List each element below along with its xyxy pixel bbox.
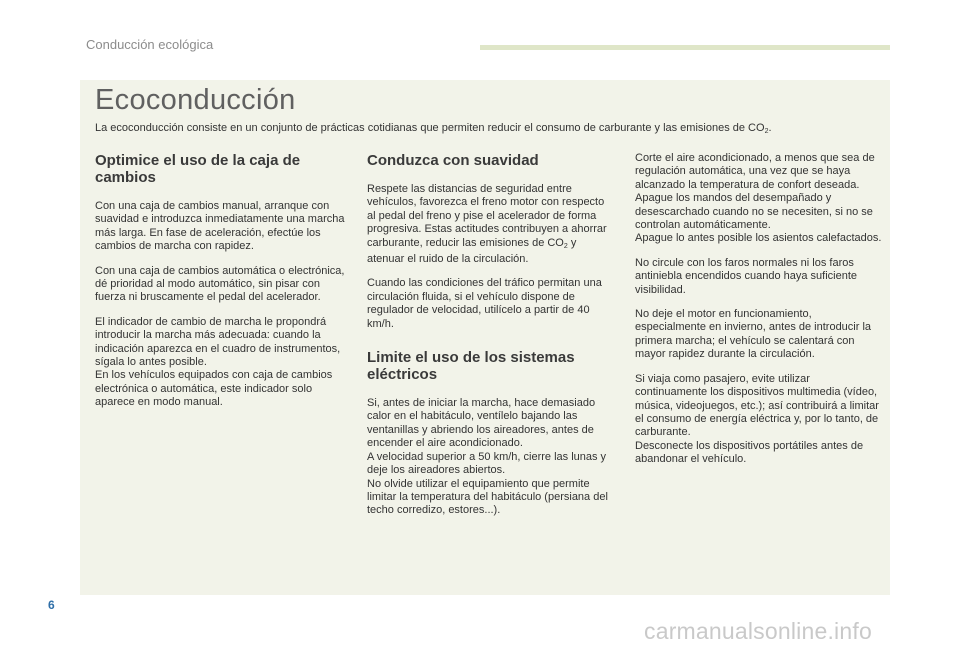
paragraph-cruise-control: Cuando las condiciones del tráfico permitan una circulación fluida, si el vehículo dispone de regulador de velocidad, utilícelo a partir de 40 km/h. — [367, 277, 602, 330]
ventilation-speed-text: A velocidad superior a 50 km/h, cierre las lunas y deje los aireadores abiertos. — [367, 450, 607, 477]
intro-text: La ecoconducción consiste en un conjunto de prácticas cotidianas que permiten reducir el consumo de carburante y las emisiones de CO — [95, 122, 765, 134]
column-smooth-driving — [367, 152, 612, 529]
paragraph-gear-indicator — [95, 316, 345, 410]
ventilation-text: Si, antes de iniciar la marcha, hace demasiado calor en el habitáculo, ventílelo bajando las ventanillas y abriendo los aireadores, antes de encender el aire acondicionado. — [367, 397, 596, 450]
paragraph-air-conditioning — [635, 152, 885, 246]
paragraph-ventilation — [367, 397, 612, 518]
gear-indicator-note: En los vehículos equipados con caja de cambios electrónica o automática, este indicador solo aparece en modo manual. — [95, 369, 333, 409]
header-accent-bar — [480, 45, 890, 50]
safety-distance-end: y atenuar el ruido de la circulación. — [367, 236, 577, 266]
watermark: carmanualsonline.info — [644, 618, 872, 644]
column-electrical-tips — [635, 152, 885, 478]
heading-electrical-systems: Limite el uso de los sistemas eléctricos — [367, 349, 575, 384]
ventilation-equipment-text: No olvide utilizar el equipamiento que permite limitar la temperatura del habitáculo (persiana del techo corredizo, estores...). — [367, 477, 608, 517]
heading-gearbox: Optimice el uso de la caja de cambios — [95, 152, 301, 186]
safety-distance-text: Respete las distancias de seguridad entre vehículos, favorezca el freno motor con respecto al pedal del freno y pise el acelerador de forma progresiva. Estas actitudes contribuyen a ahorrar carburante, reducir las emisiones de CO — [367, 183, 607, 249]
co2-subscript: 2 — [563, 242, 568, 250]
paragraph-multimedia — [635, 373, 885, 467]
page-title: Ecoconducción — [95, 84, 296, 116]
paragraph-manual-gearbox: Con una caja de cambios manual, arranque con suavidad e introduzca inmediatamente una marcha más larga. En fase de aceleración, efectúe los cambios de marcha con rapidez. — [95, 200, 345, 253]
defrost-text: Apague los mandos del desempañado y desescarchado cuando no se necesiten, si no se controlan automáticamente. — [635, 192, 873, 232]
gear-indicator-text: El indicador de cambio de marcha le propondrá introducir la marcha más adecuada: cuando la indicación aparezca en el cuadro de instrumentos, sígala lo antes posible. — [95, 315, 341, 369]
paragraph-headlights: No circule con los faros normales ni los faros antiniebla encendidos cuando haya suficiente visibilidad. — [635, 256, 857, 296]
paragraph-safety-distance — [367, 183, 612, 266]
paragraph-automatic-gearbox: Con una caja de cambios automática o electrónica, dé prioridad al modo automático, sin pisar con fuerza ni bruscamente el pedal del acelerador. — [95, 264, 345, 304]
heading-smooth-driving: Conduzca con suavidad — [367, 152, 539, 169]
multimedia-text: Si viaja como pasajero, evite utilizar continuamente los dispositivos multimedia (vídeo, música, videojuegos, etc.); así contribuirá a limitar el consumo de energía eléctrica y, por lo tanto, de carburante. — [635, 372, 879, 439]
section-header: Conducción ecológica — [86, 37, 214, 52]
intro-paragraph — [95, 121, 885, 139]
ac-text: Corte el aire acondicionado, a menos que sea de regulación automática, una vez que se haya alcanzado la temperatura de confort deseada. — [635, 152, 875, 191]
column-gearbox — [95, 152, 345, 421]
page-number: 6 — [48, 598, 55, 612]
heated-seats-text: Apague lo antes posible los asientos calefactados. — [635, 232, 882, 245]
intro-subscript: 2 — [764, 128, 769, 135]
paragraph-engine-idle: No deje el motor en funcionamiento, especialmente en invierno, antes de introducir la primera marcha; el vehículo se calentará con mayor rapidez durante la circulación. — [635, 308, 872, 361]
portable-devices-text: Desconecte los dispositivos portátiles antes de abandonar el vehículo. — [635, 439, 864, 466]
intro-end: . — [768, 122, 772, 134]
